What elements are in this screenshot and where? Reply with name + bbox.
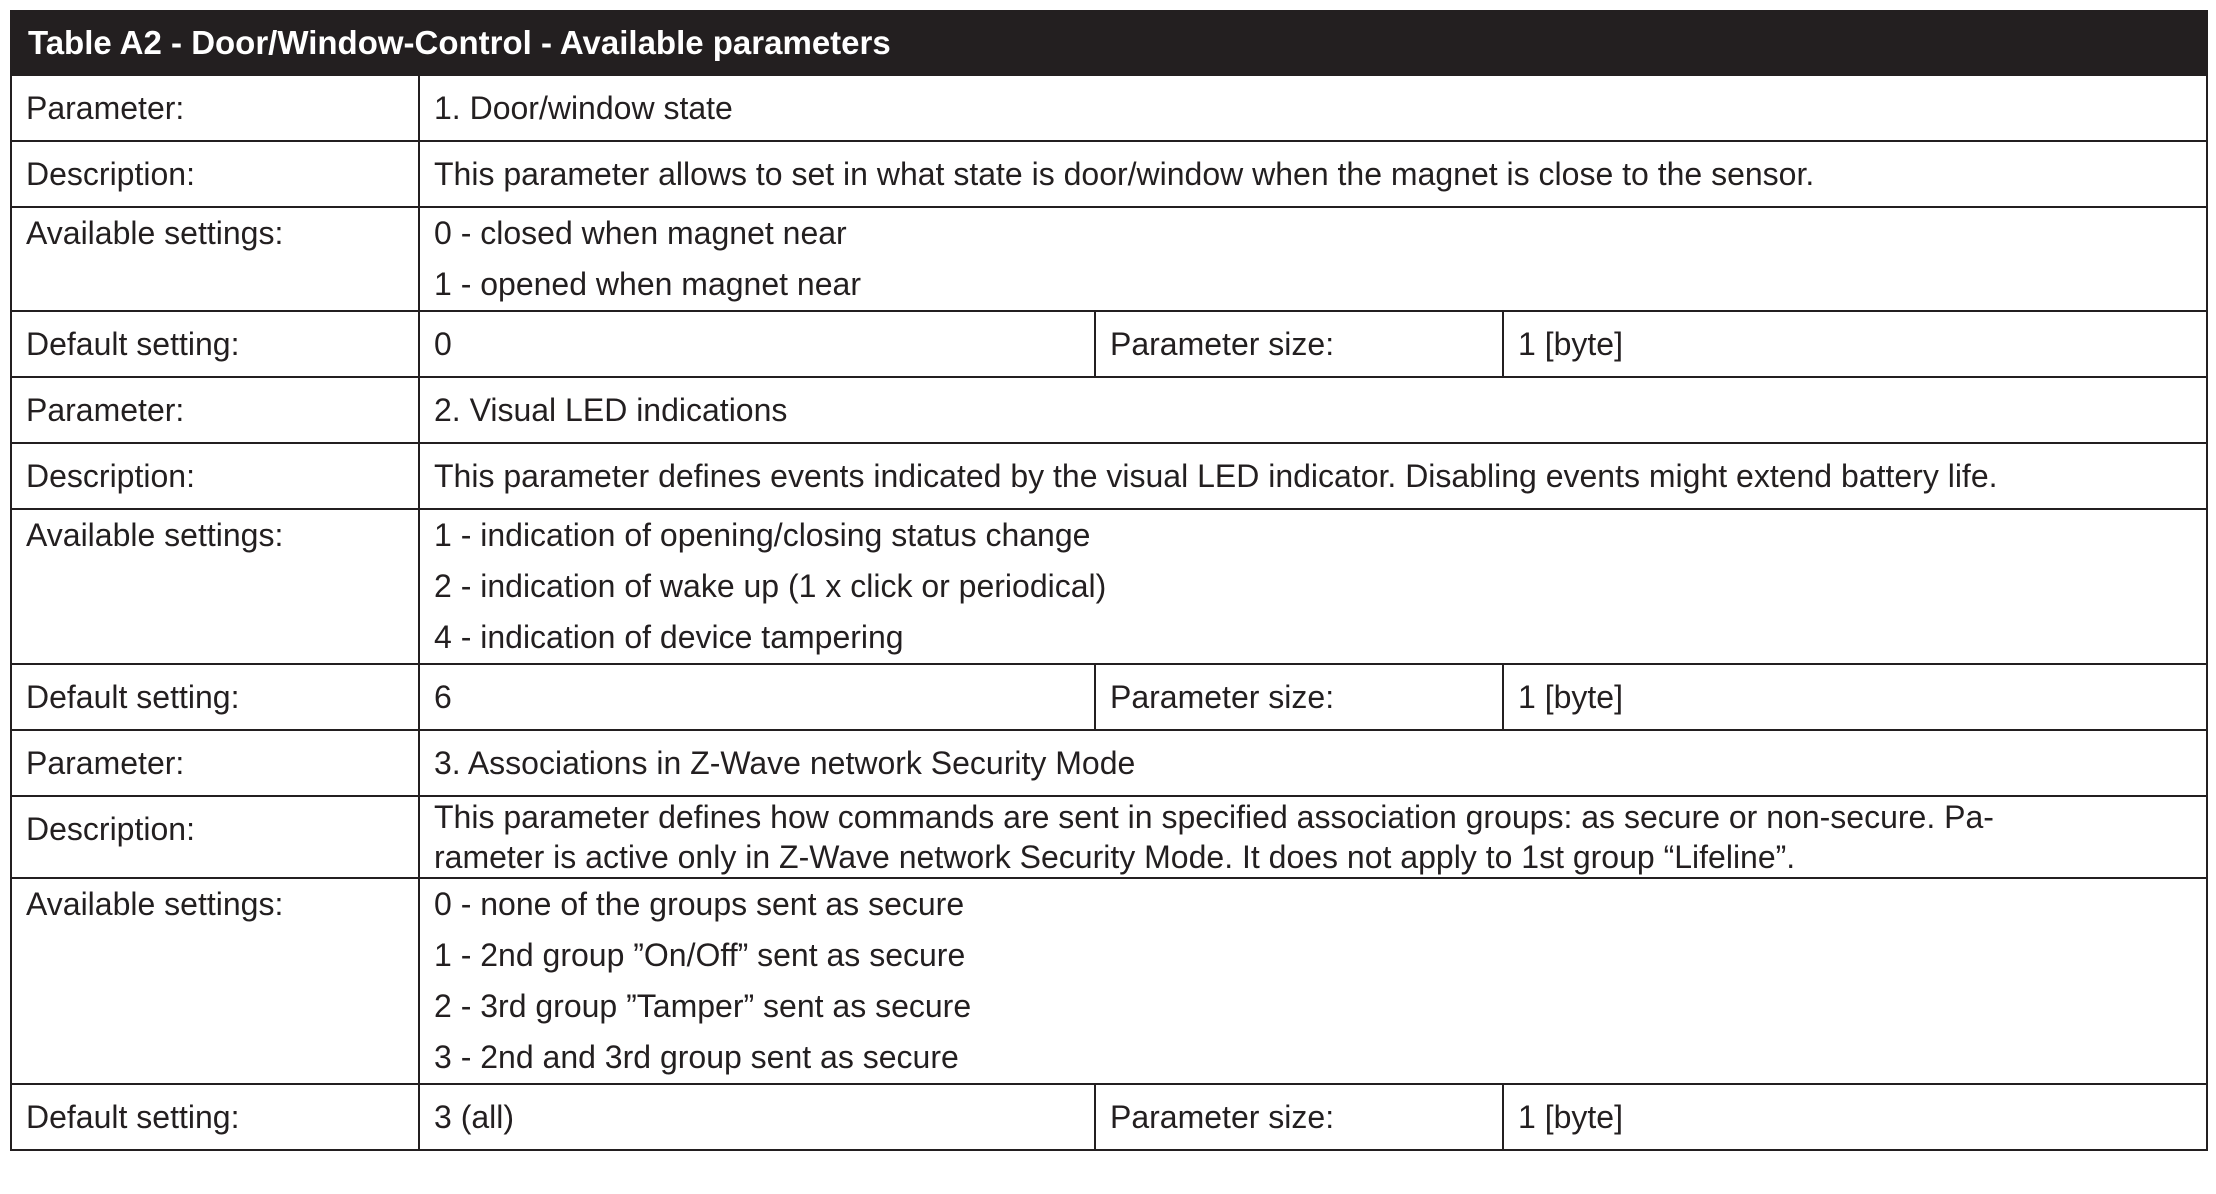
size-value: 1 [byte] bbox=[1503, 664, 2207, 730]
table-row bbox=[11, 311, 2207, 377]
settings-list bbox=[419, 878, 2207, 1084]
description-line: This parameter defines how commands are sent in specified association groups: as secure or non-secure. Pa- bbox=[434, 799, 1994, 835]
size-value: 1 [byte] bbox=[1503, 311, 2207, 377]
setting-item: 4 - indication of device tampering bbox=[434, 619, 904, 655]
table-row bbox=[11, 796, 2207, 878]
table-row bbox=[11, 664, 2207, 730]
default-value: 0 bbox=[419, 311, 1095, 377]
setting-item: 0 - none of the groups sent as secure bbox=[434, 886, 965, 922]
parameter-description bbox=[419, 796, 2207, 878]
parameter-name: 3. Associations in Z-Wave network Security Mode bbox=[419, 730, 2207, 796]
row-label: Parameter: bbox=[11, 75, 419, 141]
table-row bbox=[11, 75, 2207, 141]
row-label: Parameter size: bbox=[1095, 664, 1503, 730]
setting-item: 0 - closed when magnet near bbox=[434, 215, 847, 251]
setting-item: 2 - indication of wake up (1 x click or periodical) bbox=[434, 568, 1107, 604]
default-value: 6 bbox=[419, 664, 1095, 730]
settings-list bbox=[419, 207, 2207, 311]
setting-item: 2 - 3rd group ”Tamper” sent as secure bbox=[434, 988, 972, 1024]
parameter-name: 1. Door/window state bbox=[419, 75, 2207, 141]
table-row bbox=[11, 141, 2207, 207]
default-value: 3 (all) bbox=[419, 1084, 1095, 1150]
setting-item: 1 - 2nd group ”On/Off” sent as secure bbox=[434, 937, 966, 973]
table-row bbox=[11, 878, 2207, 1084]
table-row bbox=[11, 443, 2207, 509]
row-label: Default setting: bbox=[11, 311, 419, 377]
table-row bbox=[11, 509, 2207, 664]
parameters-table bbox=[10, 10, 2208, 1151]
table-title: Table A2 - Door/Window-Control - Available parameters bbox=[11, 11, 2207, 75]
row-label: Parameter size: bbox=[1095, 1084, 1503, 1150]
row-label: Available settings: bbox=[11, 207, 419, 311]
parameter-description: This parameter allows to set in what state is door/window when the magnet is close to the sensor. bbox=[419, 141, 2207, 207]
setting-item: 1 - indication of opening/closing status change bbox=[434, 517, 1091, 553]
row-label: Parameter: bbox=[11, 730, 419, 796]
row-label: Description: bbox=[11, 443, 419, 509]
row-label: Default setting: bbox=[11, 1084, 419, 1150]
table-row bbox=[11, 207, 2207, 311]
setting-item: 1 - opened when magnet near bbox=[434, 266, 861, 302]
row-label: Description: bbox=[11, 141, 419, 207]
table-row bbox=[11, 377, 2207, 443]
parameter-description: This parameter defines events indicated by the visual LED indicator. Disabling events might extend battery life. bbox=[419, 443, 2207, 509]
row-label: Parameter: bbox=[11, 377, 419, 443]
table-row bbox=[11, 1084, 2207, 1150]
description-line: rameter is active only in Z-Wave network Security Mode. It does not apply to 1st group “Lifeline”. bbox=[434, 839, 1796, 875]
parameter-name: 2. Visual LED indications bbox=[419, 377, 2207, 443]
row-label: Parameter size: bbox=[1095, 311, 1503, 377]
setting-item: 3 - 2nd and 3rd group sent as secure bbox=[434, 1039, 959, 1075]
table-row bbox=[11, 730, 2207, 796]
size-value: 1 [byte] bbox=[1503, 1084, 2207, 1150]
row-label: Description: bbox=[11, 796, 419, 878]
table-title-row bbox=[11, 11, 2207, 75]
settings-list bbox=[419, 509, 2207, 664]
row-label: Available settings: bbox=[11, 878, 419, 1084]
row-label: Available settings: bbox=[11, 509, 419, 664]
row-label: Default setting: bbox=[11, 664, 419, 730]
